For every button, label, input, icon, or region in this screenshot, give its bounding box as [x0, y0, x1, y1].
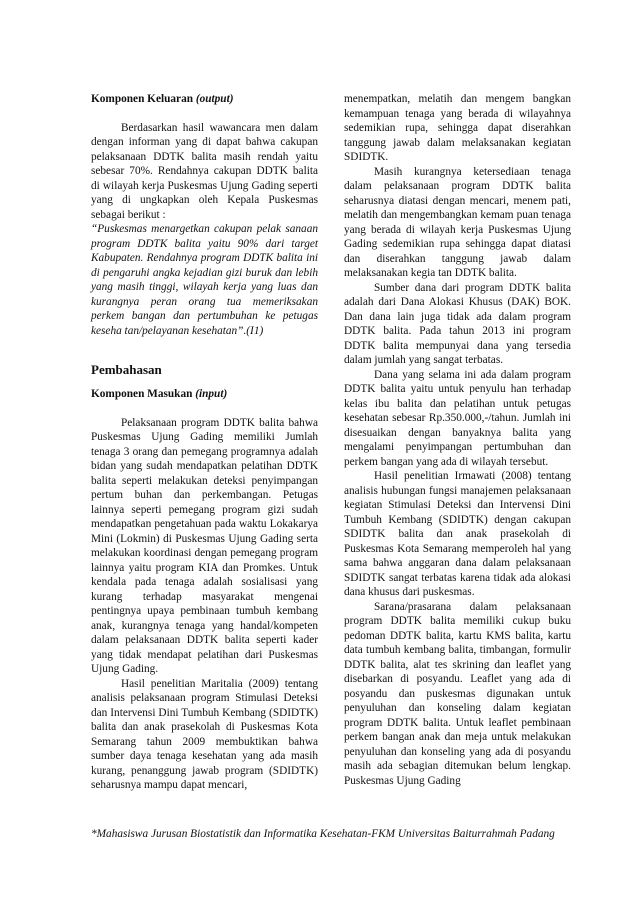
paragraph: Masih kurangnya ketersediaan tenaga dalam pelaksanaan program DDTK balita seharusnya diatasi dengan mencari, menem pati, melatih dan mengembangkan kemam puan tenaga yang berada di wilayah kerja Puskesmas Ujung Gading sedemikian rupa sehingga dapat diatasi dan diserahkan tanggung jawab dalam melaksanakan kegia tan DDTK balita.	[344, 165, 571, 279]
interview-quote: “Puskesmas menargetkan cakupan pelak sanaan program DDTK balita yaitu 90% dari target Kabupaten. Rendahnya program DDTK balita ini di pengaruhi angka kejadian gizi buruk dan lebih yang masih tinggi, wilayah kerja yang luas dan kurangnya peran orang tua memeriksakan perkem bangan dan pertumbuhan ke petugas keseha tan/pelayanan kesehatan”.(I1)	[91, 223, 318, 337]
paragraph: Hasil penelitian Maritalia (2009) tentang analisis pelaksanaan program Stimulasi Deteksi dan Intervensi Dini Tumbuh Kembang (SDIDTK) balita dan anak prasekolah di Puskesmas Kota Semarang tahun 2009 membuktikan bahwa sumber daya tenaga kesehatan yang ada masih kurang, penanggung jawab program (SDIDTK) seharusnya mampu dapat mencari,	[91, 677, 318, 791]
left-column	[91, 92, 318, 793]
section-title: Pembahasan	[91, 362, 162, 377]
footer-affiliation: *Mahasiswa Jurusan Biostatistik dan Informatika Kesehatan-FKM Universitas Baiturrahmah Padang	[91, 828, 555, 840]
paragraph: Dana yang selama ini ada dalam program DDTK balita yaitu untuk penyulu han terhadap kelas ibu balita dan pelatihan untuk petugas kesehatan sebesar Rp.350.000,-/tahun. Jumlah ini disesuaikan dengan banyaknya balita yang mengalami penyimpangan pertumbuhan dan perkem bangan yang ada di wilayah tersebut.	[344, 368, 571, 468]
paragraph: Sarana/prasarana dalam pelaksanaan program DDTK balita memiliki cukup buku pedoman DDTK balita, kartu KMS balita, kartu data tumbuh kembang balita, timbangan, formulir DDTK balita, alat tes skrining dan leaflet yang disebarkan di posyandu. Leaflet yang ada di posyandu dan puskesmas digunakan untuk penyuluhan dan konseling dalam kegiatan program DDTK balita. Untuk leaflet pembinaan perkem bangan anak dan meja untuk melakukan penyuluhan dan konseling yang ada di posyandu masih ada sebagian ditemukan belum lengkap. Puskesmas Ujung Gading	[344, 600, 571, 787]
paragraph: Hasil penelitian Irmawati (2008) tentang analisis hubungan fungsi manajemen pelaksanaan kegiatan Stimulasi Deteksi dan Intervensi Dini Tumbuh Kembang (SDIDTK) dengan cakupan SDIDTK balita dan anak prasekolah di Puskesmas Kota Semarang memperoleh hal yang sama bahwa anggaran dana dalam pelaksanaan SDIDTK sangat terbatas karena tidak ada alokasi dana khusus dari puskesmas.	[344, 470, 571, 598]
paragraph: Sumber dana dari program DDTK balita adalah dari Dana Alokasi Khusus (DAK) BOK. Dan dana lain juga tidak ada dalam program DDTK balita. Pada tahun 2013 ini program DDTK balita mempunyai dana yang tersedia dalam jumlah yang sangat terbatas.	[344, 281, 571, 366]
paragraph: menempatkan, melatih dan mengem bangkan kemampuan tenaga yang berada di wilayahnya sedemikian rupa, sehingga dapat diserahkan tanggung jawab dalam melaksanakan kegiatan SDIDTK.	[344, 93, 571, 163]
heading-output: Komponen Keluaran (output)	[91, 93, 234, 105]
heading-input: Komponen Masukan (input)	[91, 388, 228, 400]
paragraph: Pelaksanaan program DDTK balita bahwa Puskesmas Ujung Gading memiliki Jumlah tenaga 3 orang dan pemegang programnya adalah bidan yang sudah mendapatkan pelatihan DDTK balita seperti melakukan deteksi penyimpangan pertum buhan dan perkembangan. Petugas lainnya seperti pemegang program gizi sudah mendapatkan pengetahuan pada waktu Lokakarya Mini (Lokmin) di Puskesmas Ujung Gading serta melakukan koordinasi dengan pemegang program lainnya yaitu program KIA dan Promkes. Untuk kendala pada tenaga adalah sosialisasi yang kurang terhadap masyarakat mengenai pentingnya upaya pembinaan tumbuh kembang anak, kurangnya tenaga yang handal/kompeten dalam pelaksanaan DDTK balita seperti kader yang tidak mendapat pelatihan dari Puskesmas Ujung Gading.	[91, 416, 318, 675]
right-column	[344, 92, 571, 788]
paragraph: Berdasarkan hasil wawancara men dalam dengan informan yang di dapat bahwa cakupan pelaksanaan DDTK balita masih rendah yaitu sebesar 70%. Rendahnya cakupan DDTK balita di wilayah kerja Puskesmas Ujung Gading seperti yang di ungkapkan oleh Kepala Puskesmas sebagai berikut :	[91, 121, 318, 221]
